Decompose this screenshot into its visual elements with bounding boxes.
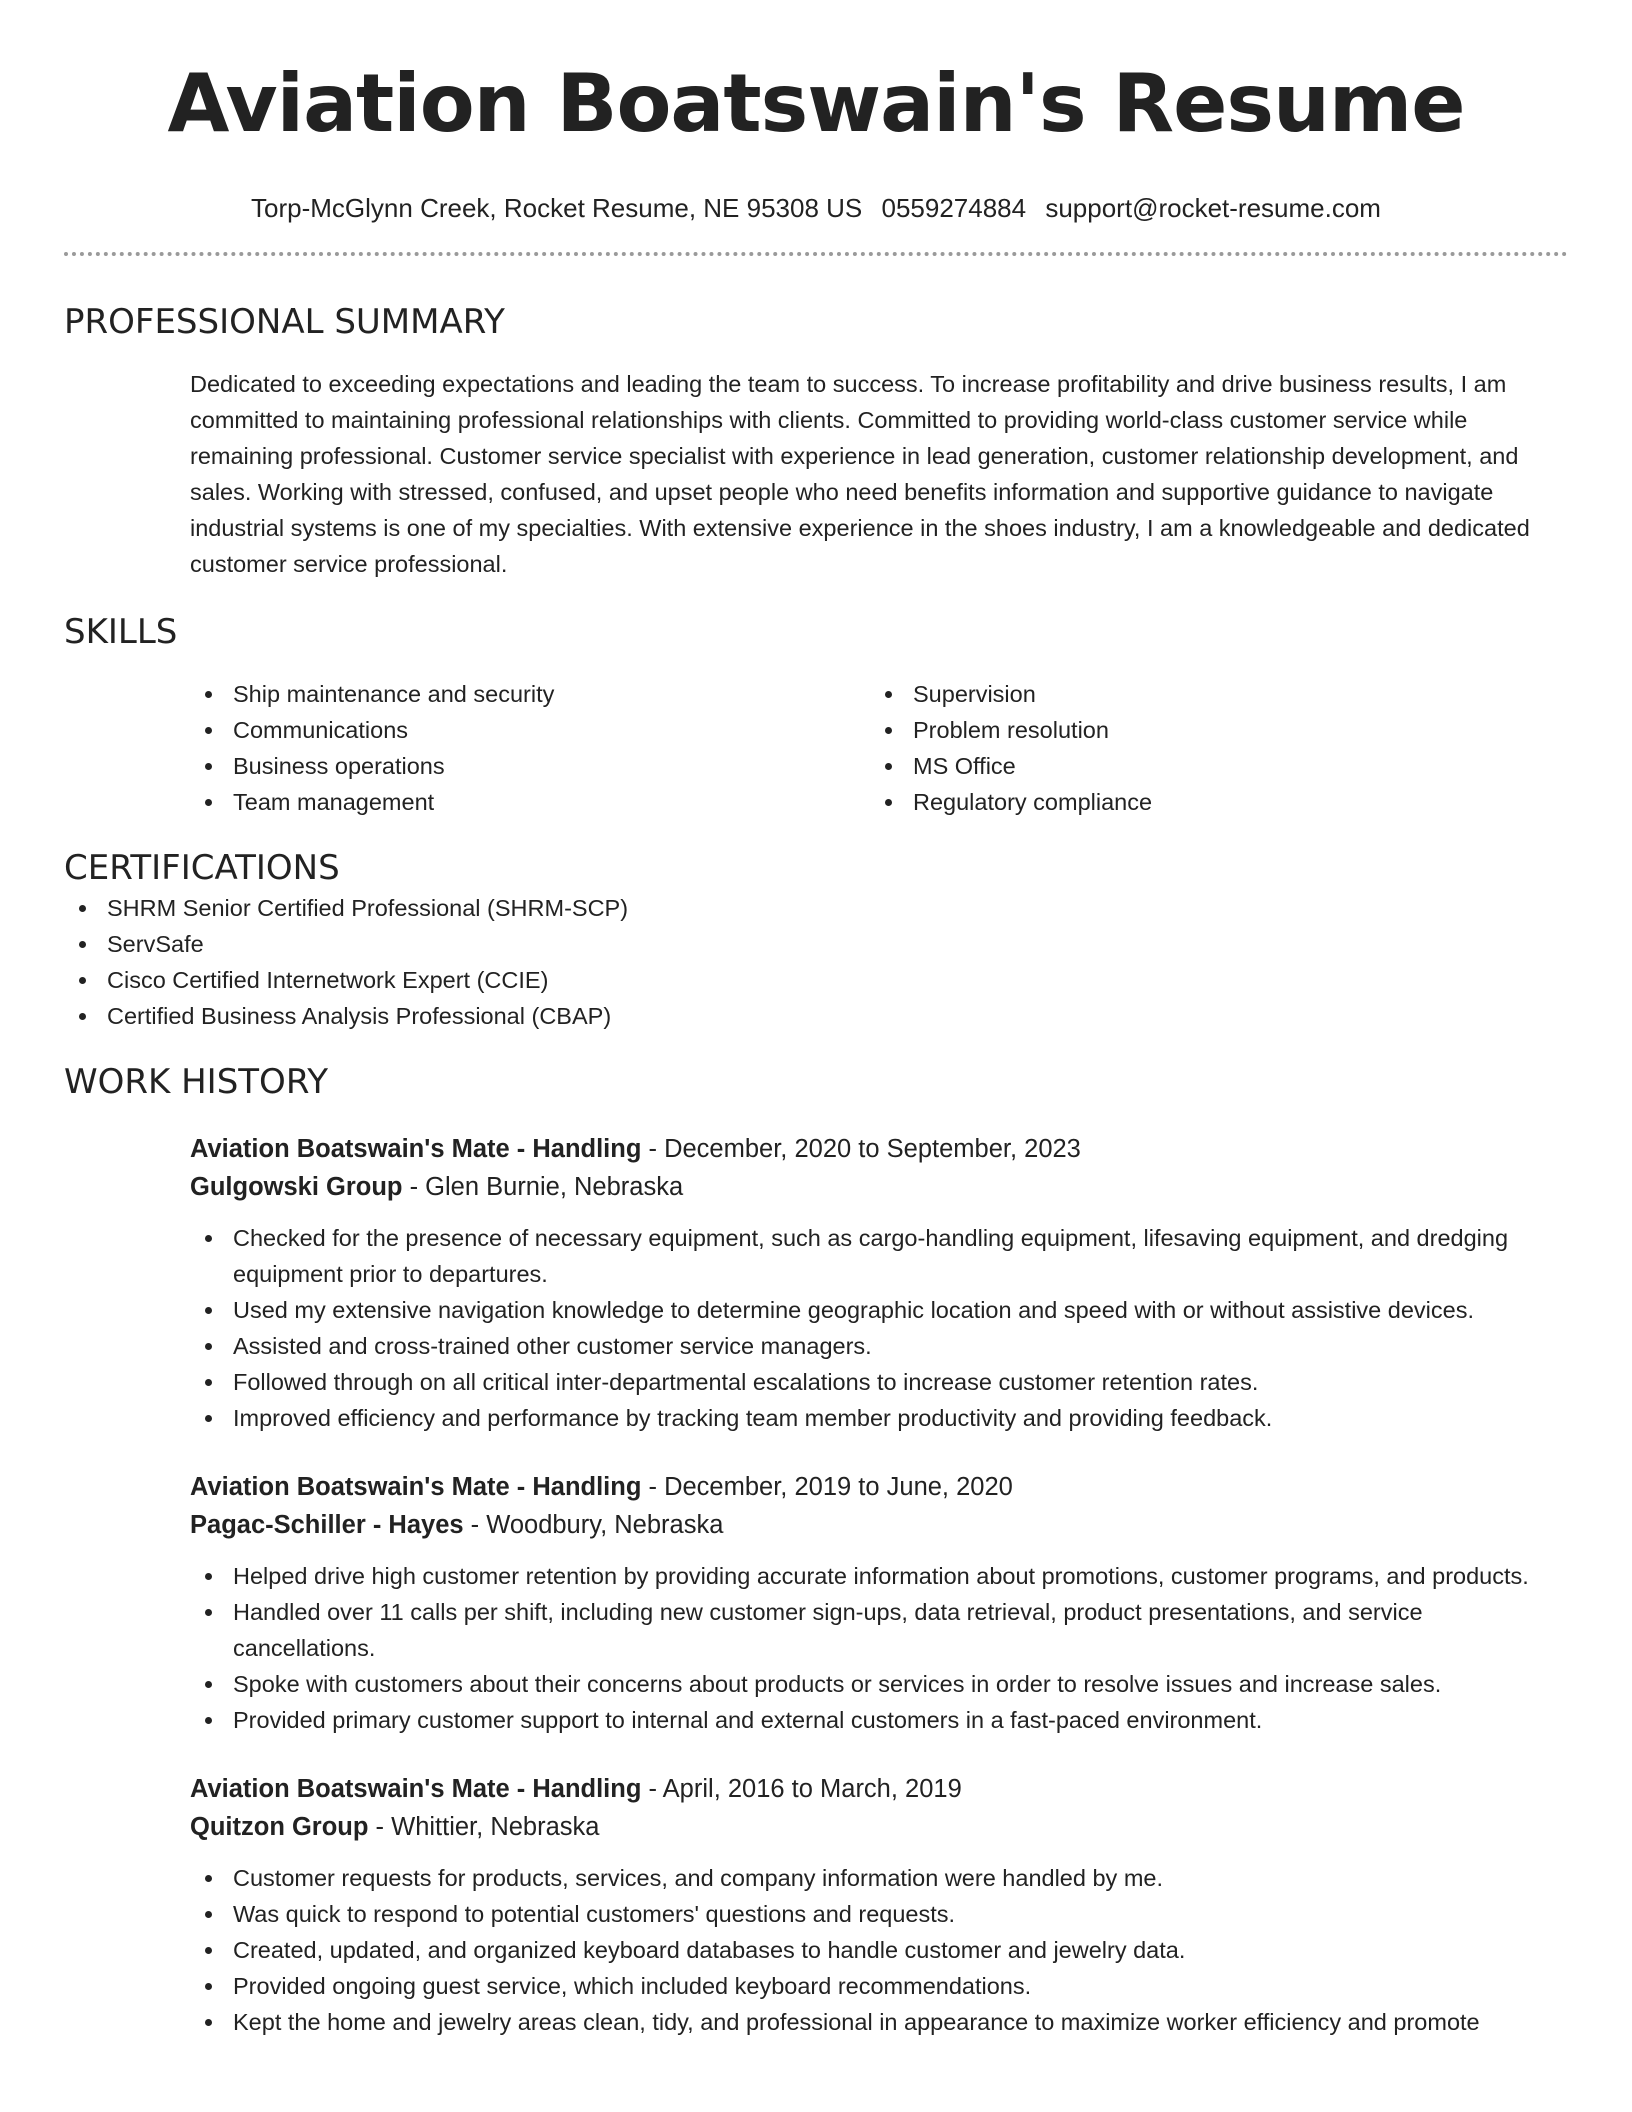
skill-item: Supervision [870,676,1550,712]
job-bullets [190,1558,1568,1738]
job-location: - Whittier, Nebraska [368,1813,600,1841]
certification-item: Cisco Certified Internetwork Expert (CCIE) [64,962,1568,998]
job-title-line [190,1770,1568,1808]
job-title-line [190,1130,1568,1168]
certification-item: Certified Business Analysis Professional (CBAP) [64,998,1568,1034]
skill-item: MS Office [870,748,1550,784]
job-bullet: Provided ongoing guest service, which included keyboard recommendations. [190,1968,1568,2004]
job-company: Quitzon Group [190,1813,369,1841]
contact-line [64,190,1568,226]
contact-address: Torp-McGlynn Creek, Rocket Resume, NE 95308 US [251,193,863,223]
job-bullets [190,1220,1568,1436]
skill-item: Problem resolution [870,712,1550,748]
header-divider [64,252,1568,256]
skill-item: Regulatory compliance [870,784,1550,820]
job-bullet: Was quick to respond to potential customers' questions and requests. [190,1896,1568,1932]
job-company: Pagac-Schiller - Hayes [190,1511,464,1539]
skill-item: Communications [190,712,870,748]
job-bullet: Improved efficiency and performance by tracking team member productivity and providing feedback. [190,1400,1568,1436]
skills-list [190,676,1568,820]
job-entry [190,1468,1568,1738]
job-title-line [190,1468,1568,1506]
skills-column-left [190,676,870,820]
skills-column-right [870,676,1550,820]
job-company: Gulgowski Group [190,1173,403,1201]
certification-item: SHRM Senior Certified Professional (SHRM-SCP) [64,890,1568,926]
contact-email: support@rocket-resume.com [1045,193,1381,223]
job-location: - Glen Burnie, Nebraska [402,1173,684,1201]
job-entry [190,1130,1568,1436]
certification-item: ServSafe [64,926,1568,962]
certifications-list [64,890,1568,1034]
job-title: Aviation Boatswain's Mate - Handling [190,1135,642,1163]
resume-page [64,0,1568,2040]
job-bullet: Followed through on all critical inter-departmental escalations to increase customer retention rates. [190,1364,1568,1400]
job-entry [190,1770,1568,2040]
job-title: Aviation Boatswain's Mate - Handling [190,1473,642,1501]
job-bullet: Created, updated, and organized keyboard databases to handle customer and jewelry data. [190,1932,1568,1968]
job-bullets [190,1860,1568,2040]
job-company-line [190,1808,1568,1846]
job-bullet: Assisted and cross-trained other customer service managers. [190,1328,1568,1364]
job-bullet: Checked for the presence of necessary equipment, such as cargo-handling equipment, lifesaving equipment, and dredging equipment prior to departures. [190,1220,1568,1292]
skill-item: Business operations [190,748,870,784]
job-dates: - December, 2019 to June, 2020 [641,1473,1013,1501]
skills-heading: SKILLS [64,612,178,652]
skill-item: Ship maintenance and security [190,676,870,712]
job-bullet: Kept the home and jewelry areas clean, tidy, and professional in appearance to maximize worker efficiency and promote [190,2004,1568,2040]
job-dates: - April, 2016 to March, 2019 [641,1775,962,1803]
certifications-heading: CERTIFICATIONS [64,848,340,888]
job-dates: - December, 2020 to September, 2023 [641,1135,1081,1163]
work-history-heading: WORK HISTORY [64,1062,329,1102]
job-bullet: Handled over 11 calls per shift, including new customer sign-ups, data retrieval, product presentations, and service cancellations. [190,1594,1568,1666]
job-bullet: Spoke with customers about their concerns about products or services in order to resolve issues and increase sales. [190,1666,1568,1702]
job-bullet: Used my extensive navigation knowledge to determine geographic location and speed with or without assistive devices. [190,1292,1568,1328]
resume-name: Aviation Boatswain's Resume [167,57,1465,150]
job-bullet: Provided primary customer support to internal and external customers in a fast-paced environment. [190,1702,1568,1738]
job-bullet: Customer requests for products, services, and company information were handled by me. [190,1860,1568,1896]
job-bullet: Helped drive high customer retention by providing accurate information about promotions, customer programs, and products. [190,1558,1568,1594]
job-company-line [190,1168,1568,1206]
summary-text: Dedicated to exceeding expectations and leading the team to success. To increase profitability and drive business results, I am committed to maintaining professional relationships with clients. Committed to providing world-class customer service while remaining professional. Customer service specialist with experience in lead generation, customer relationship development, and sales. Working with stressed, confused, and upset people who need benefits information and supportive guidance to navigate industrial systems is one of my specialties. With extensive experience in the shoes industry, I am a knowledgeable and dedicated customer service professional. [190,371,1530,577]
summary-heading: PROFESSIONAL SUMMARY [64,302,505,342]
contact-phone: 0559274884 [881,193,1027,223]
job-location: - Woodbury, Nebraska [463,1511,724,1539]
job-company-line [190,1506,1568,1544]
job-title: Aviation Boatswain's Mate - Handling [190,1775,642,1803]
skill-item: Team management [190,784,870,820]
